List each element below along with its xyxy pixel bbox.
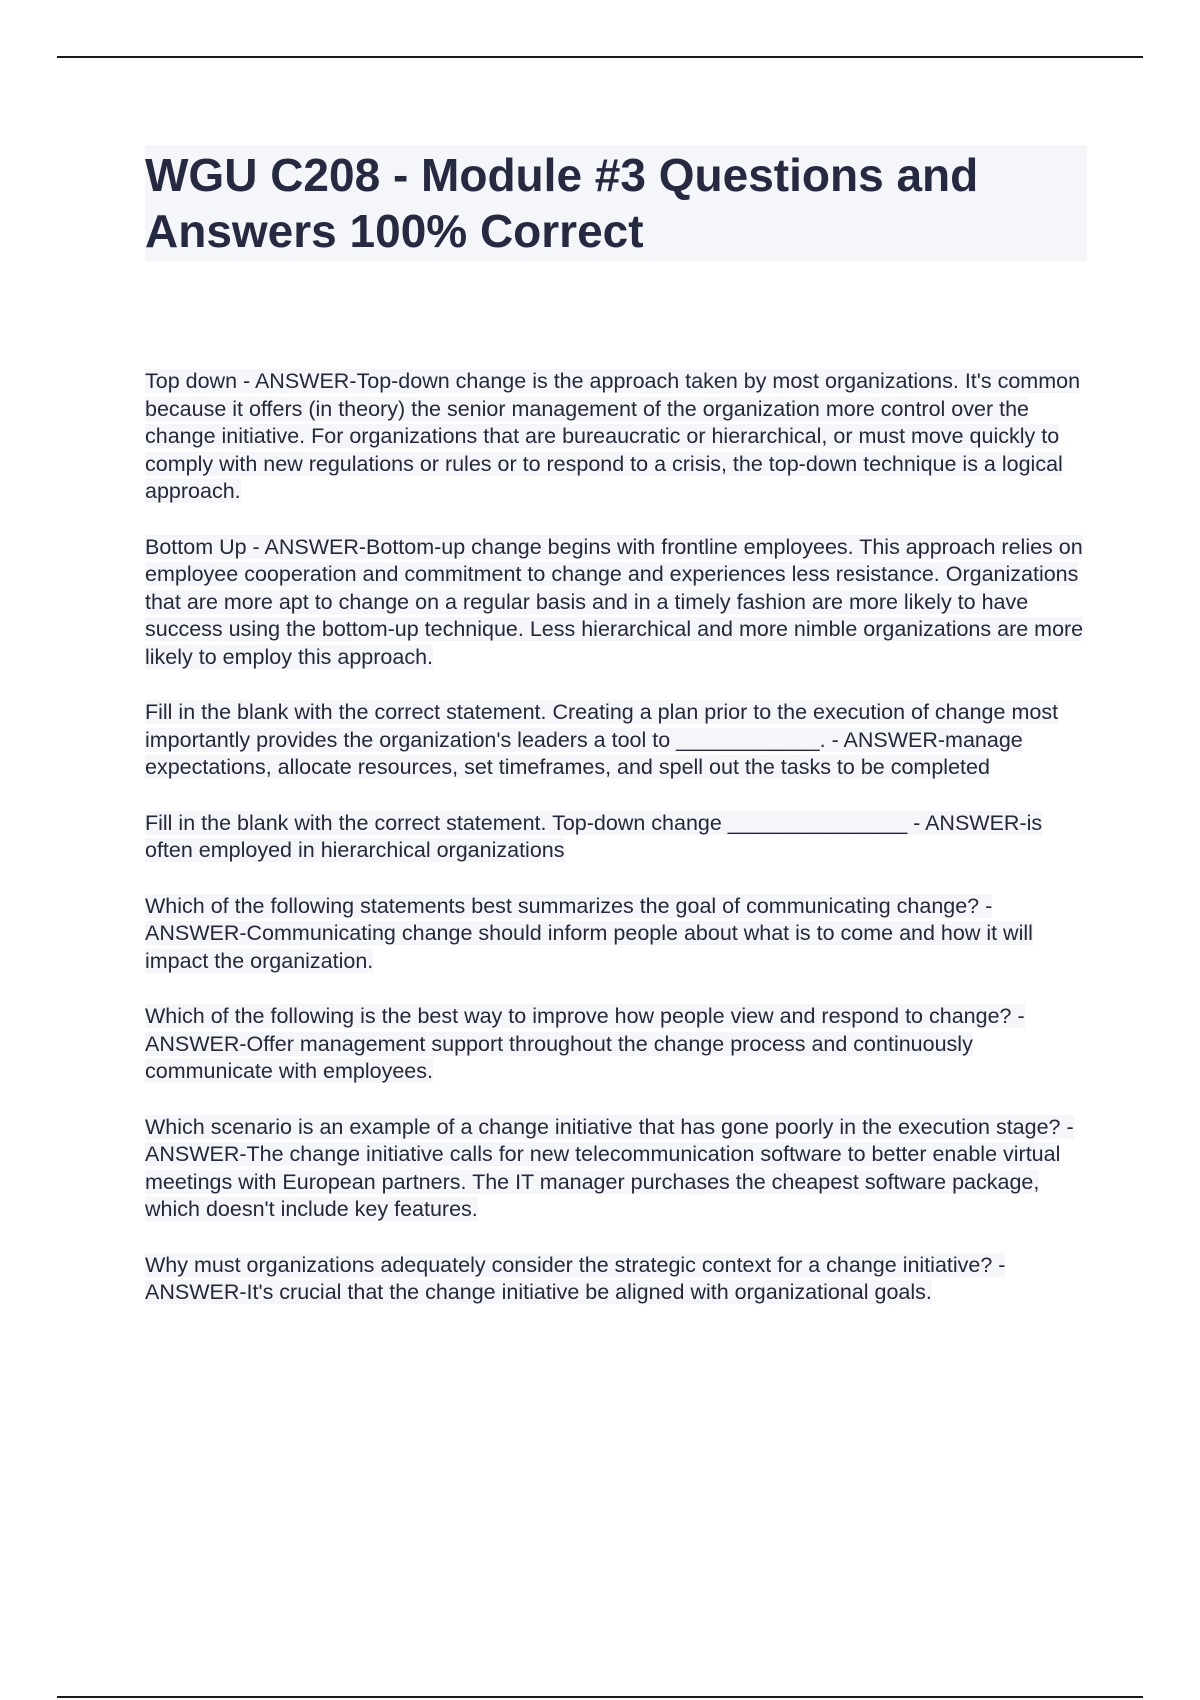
qa-item (145, 534, 1090, 672)
qa-item (145, 1114, 1090, 1224)
qa-list (145, 368, 1090, 1335)
bottom-rule (57, 1696, 1143, 1698)
qa-item (145, 368, 1090, 506)
document-title: WGU C208 - Module #3 Questions and Answers 100% Correct (145, 149, 979, 257)
qa-text: Fill in the blank with the correct statement. Top-down change _______________ - ANSWER-is often employed in hierarchical organizations (145, 810, 1043, 862)
qa-item (145, 1003, 1090, 1086)
title-block (145, 145, 1087, 261)
qa-item (145, 1252, 1090, 1307)
qa-text: Bottom Up - ANSWER-Bottom-up change begins with frontline employees. This approach relies on employee cooperation and commitment to change and experiences less resistance. Organizations that are more apt to change on a regular basis and in a timely fashion are more likely to have success using the bottom-up technique. Less hierarchical and more nimble organizations are more likely to employ this approach. (145, 534, 1084, 669)
qa-text: Which of the following is the best way to improve how people view and respond to change? - ANSWER-Offer management support throughout the change process and continuously communicate with employees. (145, 1004, 1025, 1083)
qa-text: Top down - ANSWER-Top-down change is the approach taken by most organizations. It's common because it offers (in theory) the senior management of the organization more control over the change initiative. For organizations that are bureaucratic or hierarchical, or must move quickly to comply with new regulations or rules or to respond to a crisis, the top-down technique is a logical approach. (145, 369, 1081, 503)
qa-item (145, 699, 1090, 782)
qa-text: Fill in the blank with the correct statement. Creating a plan prior to the execution of change most importantly provides the organization's leaders a tool to ____________. - ANSWER-manage expectations, allocate resources, set timeframes, and spell out the tasks to be completed (145, 700, 1059, 779)
qa-text: Which scenario is an example of a change initiative that has gone poorly in the execution stage? - ANSWER-The change initiative calls for new telecommunication software to better enable virtual meetings with European partners. The IT manager purchases the cheapest software package, which doesn't include key features. (145, 1114, 1074, 1221)
qa-item (145, 810, 1090, 865)
qa-text: Why must organizations adequately consider the strategic context for a change initiative? - ANSWER-It's crucial that the change initiative be aligned with organizational goals. (145, 1252, 1006, 1304)
qa-item (145, 893, 1090, 976)
top-rule (57, 56, 1143, 58)
qa-text: Which of the following statements best summarizes the goal of communicating change? - ANSWER-Communicating change should inform people about what is to come and how it will impact the organization. (145, 893, 1033, 973)
